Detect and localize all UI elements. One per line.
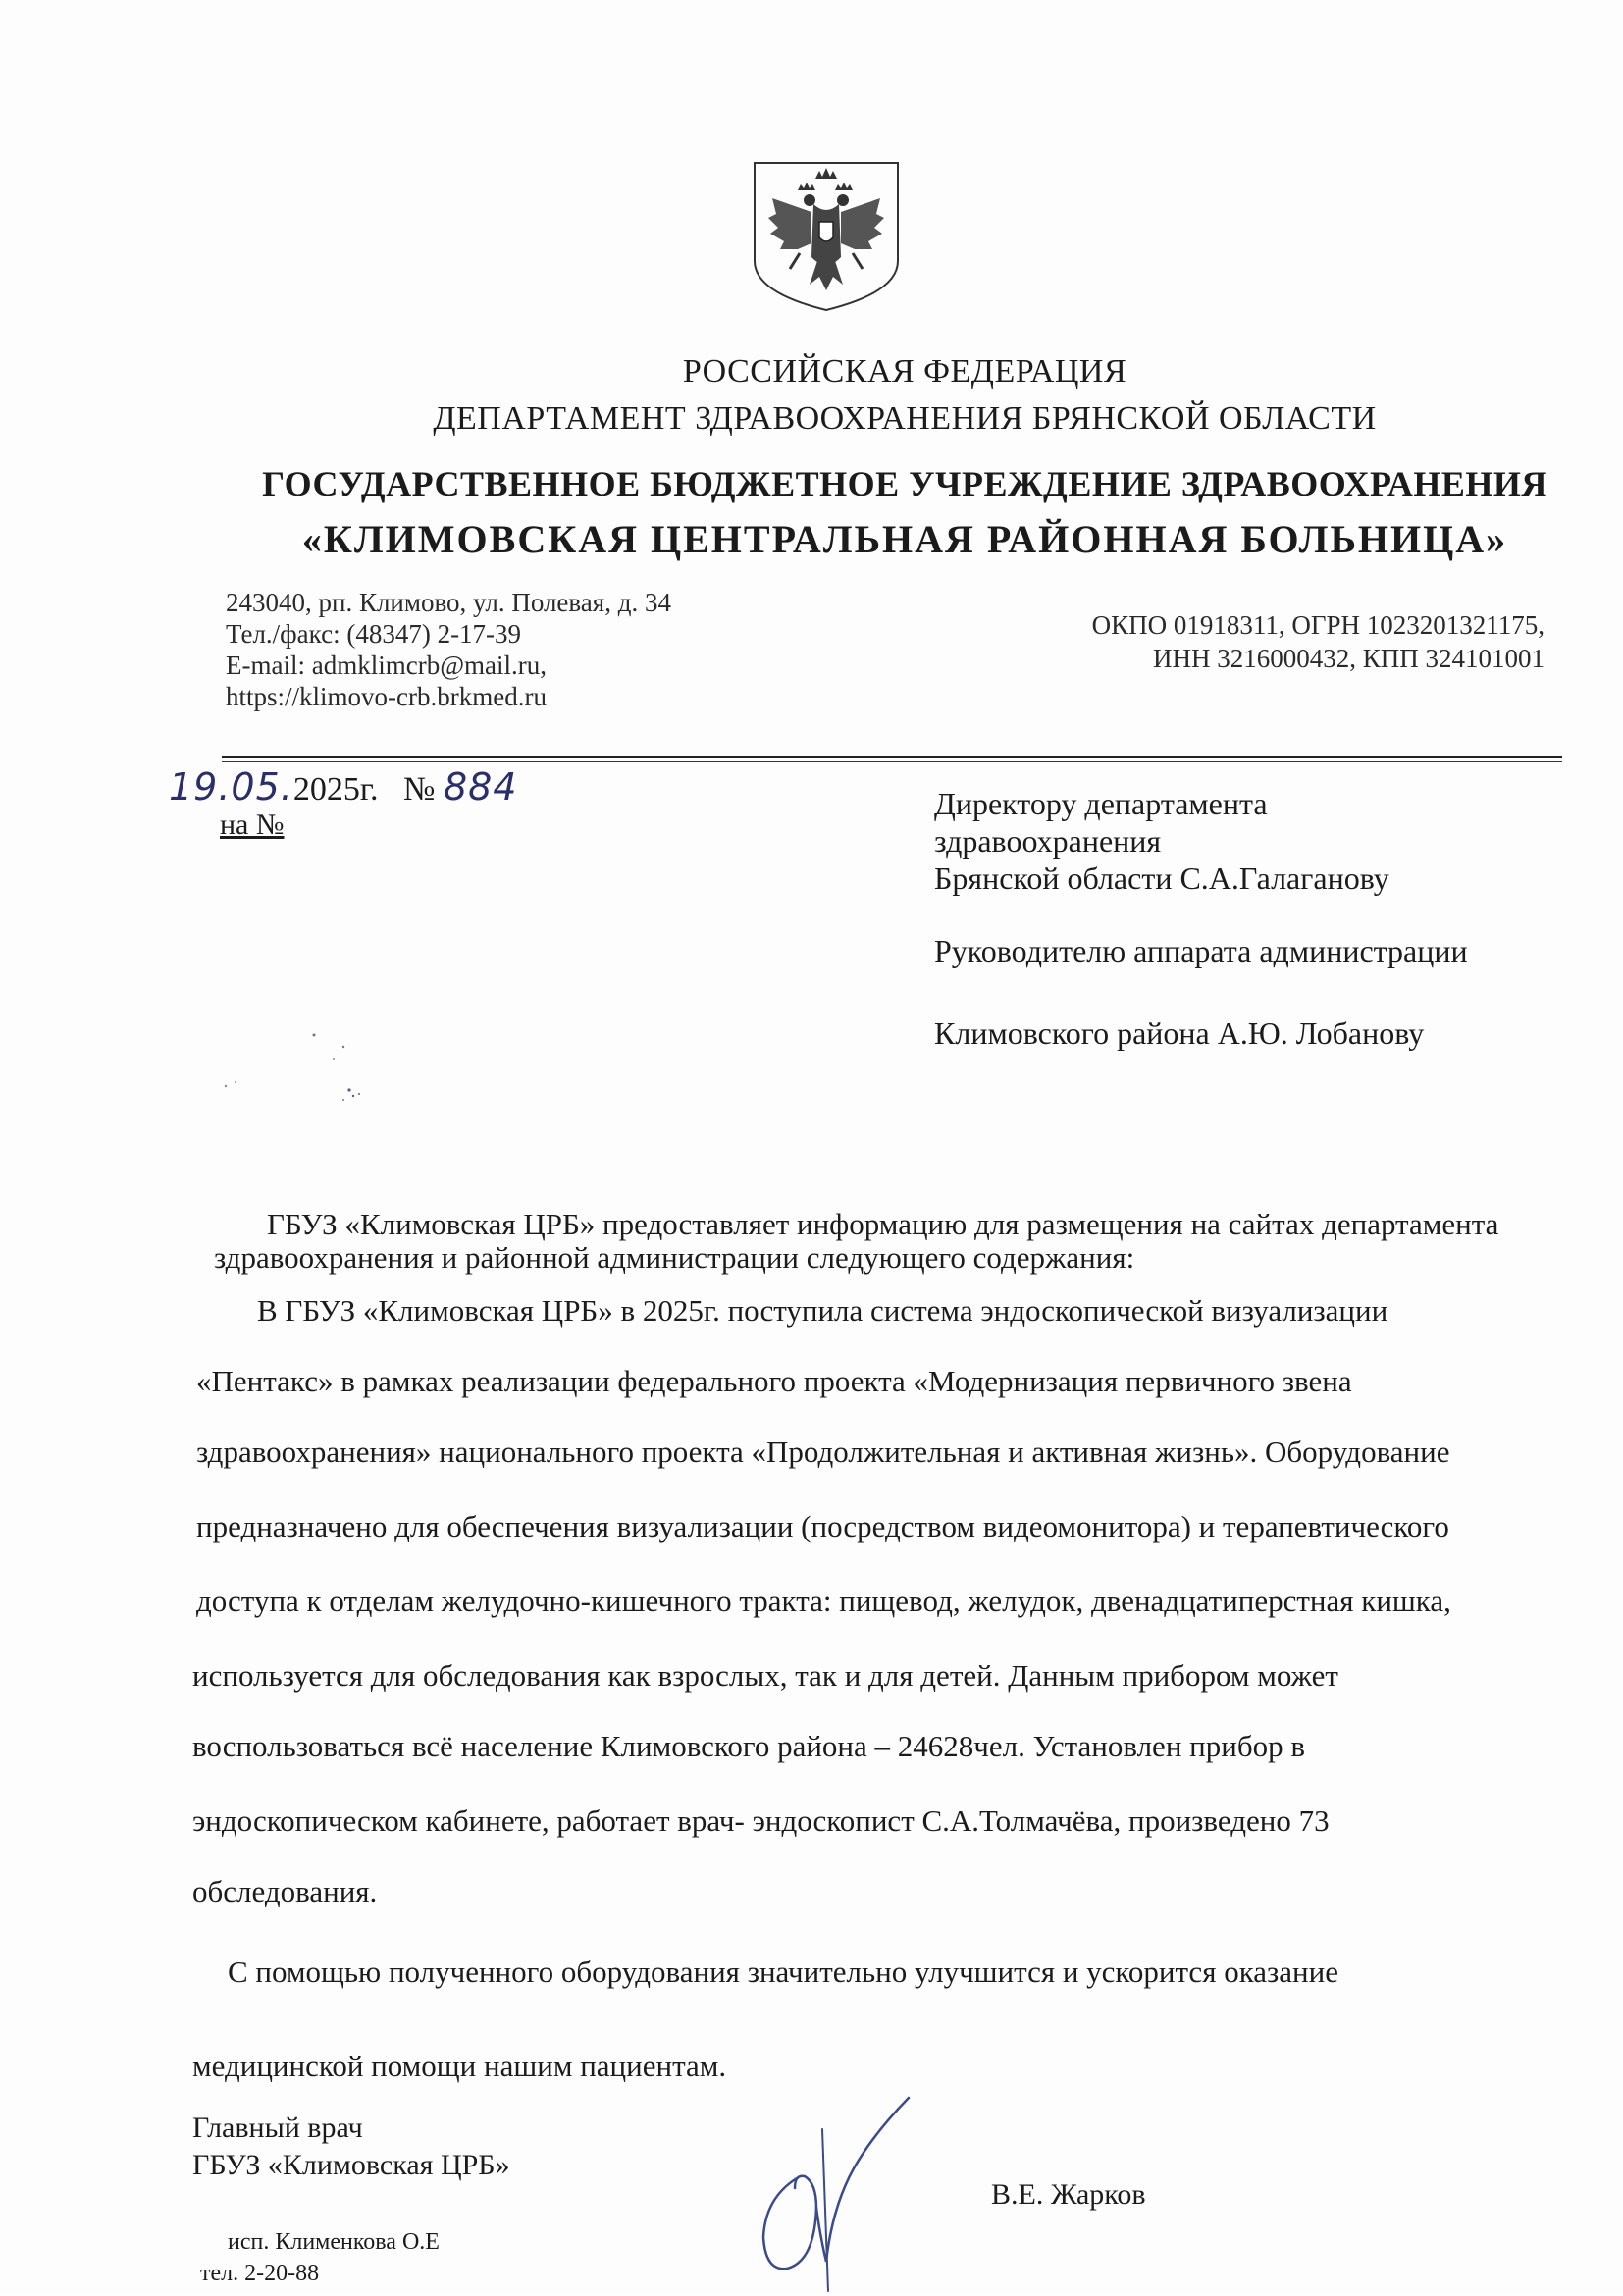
codes-line-2: ИНН 3216000432, КПП 324101001	[1152, 644, 1544, 673]
website-text: https://klimovo-crb.brkmed.ru	[226, 682, 547, 711]
header-divider-thin	[222, 761, 1562, 762]
executor-name: исп. Клименкова О.Е	[228, 2229, 440, 2255]
addressee-line-3: Брянской области С.А.Галаганову	[934, 861, 1389, 896]
body-p2-line-3: здравоохранения» национального проекта «Продолжительная и активная жизнь». Оборудование	[196, 1435, 1450, 1469]
stamp-residue-marks	[196, 1025, 393, 1114]
signatory-name: В.Е. Жарков	[991, 2178, 1146, 2211]
handwritten-signature-icon	[726, 2090, 942, 2296]
body-p2-line-8: эндоскопическом кабинете, работает врач- эндоскопист С.А.Толмачёва, произведено 73	[192, 1803, 1330, 1838]
phone-text: Тел./факс: (48347) 2-17-39	[226, 619, 522, 649]
body-p1-line-1: ГБУЗ «Климовская ЦРБ» предоставляет информацию для размещения на сайтах департамента	[267, 1207, 1499, 1241]
executor-phone: тел. 2-20-88	[200, 2261, 320, 2286]
signatory-title-line-2: ГБУЗ «Климовская ЦРБ»	[192, 2149, 510, 2181]
organization-name-heading: «КЛИМОВСКАЯ ЦЕНТРАЛЬНАЯ РАЙОННАЯ БОЛЬНИЦА»	[301, 517, 1508, 561]
russian-coat-of-arms-icon	[751, 159, 902, 314]
department-heading: ДЕПАРТАМЕНТ ЗДРАВООХРАНЕНИЯ БРЯНСКОЙ ОБЛАСТИ	[433, 400, 1377, 437]
country-heading: РОССИЙСКАЯ ФЕДЕРАЦИЯ	[682, 353, 1127, 390]
codes-line-1: ОКПО 01918311, ОГРН 1023201321175,	[1091, 610, 1544, 640]
body-p2-line-9: обследования.	[192, 1874, 378, 1908]
handwritten-date: 19.05.	[169, 765, 293, 809]
addressee-line-2: здравоохранения	[934, 823, 1162, 859]
body-p3-line-1: С помощью полученного оборудования значительно улучшится и ускорится оказание	[228, 1955, 1338, 1989]
header-divider	[222, 756, 1562, 758]
reference-year: 2025г.	[292, 771, 379, 808]
handwritten-number: 884	[443, 765, 518, 809]
body-p2-line-7: воспользоваться всё население Климовского района – 24628чел. Установлен прибор в	[192, 1729, 1305, 1763]
body-p2-line-4: предназначено для обеспечения визуализации (посредством видеомонитора) и терапевтического	[196, 1509, 1449, 1543]
contact-requisites	[226, 587, 671, 712]
email-text: E-mail: admklimcrb@mail.ru,	[226, 651, 548, 680]
reply-reference: на №	[220, 809, 285, 841]
body-p2-line-2: «Пентакс» в рамках реализации федерального проекта «Модернизация первичного звена	[196, 1364, 1352, 1398]
addressee-line-4: Руководителю аппарата администрации	[934, 933, 1468, 968]
outgoing-reference	[169, 765, 517, 809]
addressee-block	[934, 785, 1389, 897]
address-text: 243040, рп. Климово, ул. Полевая, д. 34	[226, 588, 671, 617]
addressee-line-5: Климовского района А.Ю. Лобанову	[934, 1016, 1425, 1051]
body-p2-line-1: В ГБУЗ «Климовская ЦРБ» в 2025г. поступила система эндоскопической визуализации	[257, 1293, 1388, 1328]
body-p2-line-6: используется для обследования как взрослых, так и для детей. Данным прибором может	[192, 1658, 1338, 1693]
addressee-line-1: Директору департамента	[934, 786, 1268, 821]
number-label: №	[403, 771, 436, 808]
body-p2-line-5: доступа к отделам желудочно-кишечного тракта: пищевод, желудок, двенадцатиперстная кишка,	[196, 1584, 1451, 1618]
organization-type-heading: ГОСУДАРСТВЕННОЕ БЮДЖЕТНОЕ УЧРЕЖДЕНИЕ ЗДРАВООХРАНЕНИЯ	[262, 464, 1547, 503]
body-p3-line-2: медицинской помощи нашим пациентам.	[192, 2049, 727, 2083]
body-p1-line-2: здравоохранения и районной администрации следующего содержания:	[214, 1240, 1135, 1275]
registration-codes	[1092, 608, 1544, 675]
signatory-title-line-1: Главный врач	[192, 2112, 363, 2144]
